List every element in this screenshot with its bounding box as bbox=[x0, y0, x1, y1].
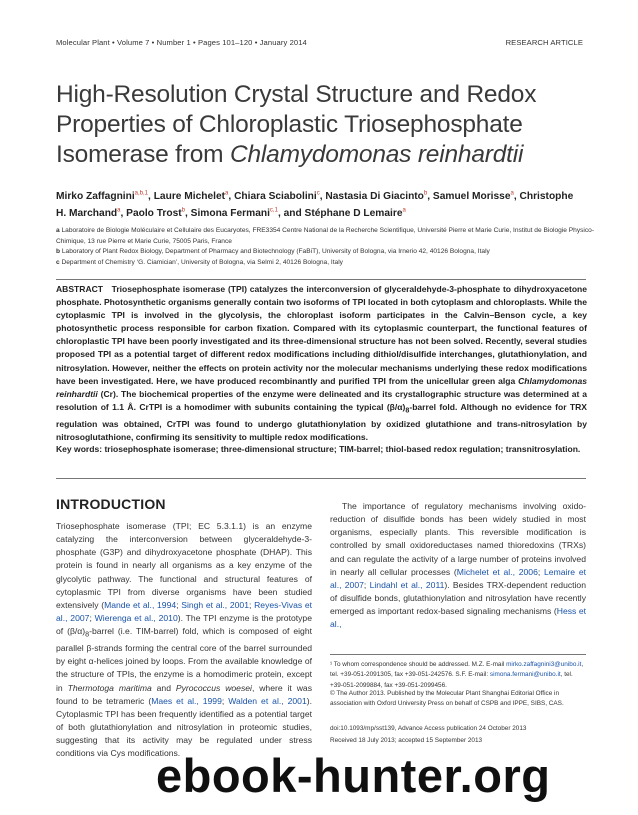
author-name: Paolo Trost bbox=[126, 208, 182, 219]
species-name: Thermotoga maritima bbox=[67, 682, 152, 693]
author-list bbox=[56, 188, 586, 222]
abstract-text-1: Triosephosphate isomerase (TPI) catalyzes the interconversion of glyceraldehyde-3-phosphate to dihydroxyacetone phosphate. Photosynthetic organisms generally contain two isoforms of TPI located in both cytoplasm and chloroplasts. While the cytoplasmic TPI is involved in the glycolysis, the chloroplast isoform participates in the Calvin–Benson cycle, a key photosynthetic process responsible for carbon fixation. Compared with its cytoplasmic counterpart, the functional features of chloroplastic TPI have been poorly investigated and its three-dimensional structure has not been solved. Recently, several studies proposed TPI as a potential target of different redox modifications including dithiol/disulfide interchanges, glutathionylation, and nitrosylation. However, neither the effects on protein activity nor the molecular mechanisms underlying these redox modifications have been investigated. Here, we have produced recombinantly and purified TPI from the unicellular green alga bbox=[56, 284, 588, 386]
author-name: Nastasia Di Giacinto bbox=[325, 191, 424, 202]
author-affiliation-marker: c bbox=[316, 190, 320, 197]
citation-link[interactable]: Wierenga et al., 2010 bbox=[94, 613, 178, 624]
affiliation-text: Laboratory of Plant Redox Biology, Department of Pharmacy and Biotechnology (FaBiT), University of Bologna, via Irnerio 42, 40126 Bologna, Italy bbox=[60, 248, 490, 256]
citation-link[interactable]: Michelet et al., 2006 bbox=[456, 566, 538, 577]
correspondence-text-3: , tel. +39-051-2099884, fax +39-051-2099456. bbox=[330, 671, 573, 689]
citation-link[interactable]: Walden et al., 2001 bbox=[228, 695, 307, 706]
article-title bbox=[56, 80, 596, 170]
author-affiliation-marker: c,1 bbox=[269, 207, 278, 214]
author-separator: , bbox=[427, 191, 433, 202]
intro-left-column bbox=[56, 520, 312, 761]
citation-link[interactable]: Lindahl et al., 2011 bbox=[369, 579, 445, 590]
body-text: , where it was found to be tetrameric ( bbox=[56, 682, 312, 706]
correspondence-footnote bbox=[330, 660, 586, 691]
correspondence-text-2: , tel. +39-051-2091305, fax +39-051-242576. S.F. E-mail: bbox=[330, 661, 584, 679]
body-text: -barrel (i.e. TIM-barrel) fold, which is composed of eight parallel β-strands forming the central core of the barrel surrounded by eight α-helices joined by loops. From the available knowledge of the structure of TPIs, the enzyme is a homodimeric protein, except in bbox=[56, 626, 313, 693]
journal-info: Molecular Plant • Volume 7 • Number 1 • Pages 101–120 • January 2014 bbox=[56, 38, 307, 47]
author-separator: , bbox=[513, 191, 520, 202]
title-main: High-Resolution Crystal Structure and Redox Properties of Chloroplastic Triosephosphate Isomerase from bbox=[56, 81, 537, 168]
author-name: Stéphane D Lemaire bbox=[304, 208, 403, 219]
body-text: ; bbox=[249, 599, 255, 610]
affiliation-line bbox=[56, 226, 596, 247]
body-text: ; bbox=[221, 695, 229, 706]
abstract-text-3: -barrel fold. Although no evidence for TRX regulation was obtained, CrTPI was found to undergo glutathionylation by oxidized glutathione and trans-nitrosylation by nitrosoglutathione, confirming its sensitivity to multiple redox modifications. bbox=[56, 401, 588, 442]
affiliation-text: Department of Chemistry ‘G. Ciamician’, University of Bologna, via Selmi 2, 40126 Bologna, Italy bbox=[59, 258, 343, 266]
citation-link[interactable]: Maes et al., 1999 bbox=[151, 695, 222, 706]
citation-link[interactable]: Lemaire et al., 2007 bbox=[330, 566, 586, 590]
author-affiliation-marker: b bbox=[181, 207, 185, 214]
doi-line: doi:10.1093/mp/sst139, Advance Access publication 24 October 2013 bbox=[330, 725, 527, 732]
body-text: ; bbox=[176, 599, 182, 610]
keywords-label: Key words: bbox=[56, 444, 103, 454]
author-affiliation-marker: a bbox=[225, 190, 229, 197]
author-separator: , bbox=[184, 208, 191, 219]
body-text: ; bbox=[363, 579, 370, 590]
keywords bbox=[56, 443, 587, 456]
email-link-zaffagnini[interactable]: mirko.zaffagnini3@unibo.it bbox=[506, 661, 582, 668]
author-name: Christophe H. Marchand bbox=[56, 191, 574, 219]
keywords-text: triosephosphate isomerase; three-dimensional structure; TIM-barrel; thiol-based redox regulation; transnitrosylation. bbox=[102, 444, 581, 454]
author-affiliation-marker: b bbox=[423, 190, 428, 197]
body-text: ; bbox=[537, 566, 545, 577]
affiliation-key: a bbox=[56, 227, 60, 234]
author-separator: , bbox=[148, 191, 154, 202]
author-name: Laure Michelet bbox=[153, 191, 226, 202]
body-text: ). Cytoplasmic TPI has been frequently identified as a potential target of both glutathionylation and nitrosylation in proteomic studies, suggesting that its activity may be regulated under stress conditions via Cys modifications. bbox=[56, 695, 312, 759]
correspondence-text-1: ¹ To whom correspondence should be addressed. M.Z. E-mail bbox=[330, 661, 507, 668]
body-text: ). Besides TRX-dependent reduction of disulfide bonds, glutathionylation and nitrosylation have recently emerged as important redox-based signaling mechanisms ( bbox=[330, 579, 586, 617]
copyright-notice: © The Author 2013. Published by the Molecular Plant Shanghai Editorial Office in association with Oxford University Press on behalf of CSPB and IPPE, SIBS, CAS. bbox=[330, 690, 564, 708]
author-name: Chiara Sciabolini bbox=[234, 191, 317, 202]
abstract bbox=[56, 283, 587, 444]
species-name: Pyrococcus woesei bbox=[175, 682, 252, 693]
email-link-fermani[interactable]: simona.fermani@unibo.it bbox=[489, 671, 561, 679]
author-affiliation-marker: a bbox=[510, 190, 514, 197]
citation-link[interactable]: Reyes-Vivas et al., 2007 bbox=[56, 599, 313, 624]
affiliations bbox=[56, 226, 596, 268]
body-text: Triosephosphate isomerase (TPI; EC 5.3.1.1) is an enzyme catalyzing the interconversion between glyceraldehyde-3-phosphate (G3P) and dihydroxyacetone phosphate (DHAP). This protein is found in nearly all organisms as a key enzyme of the glycolytic pathway. The functional and structural features of cytoplasmic TPI from diverse organisms have been studied extensively ( bbox=[56, 521, 312, 610]
author-name: Mirko Zaffagnini bbox=[56, 191, 135, 202]
footnote-rule bbox=[330, 654, 586, 655]
author-affiliation-marker: a bbox=[117, 207, 121, 214]
affiliation-line bbox=[56, 247, 596, 258]
abstract-text-2: (Cr). The biochemical properties of the enzyme were delineated and its crystallographic structure was determined at a resolution of 1.1 Å. CrTPI is a homodimer with subunits containing the typical (β/α) bbox=[56, 388, 587, 412]
author-name: Simona Fermani bbox=[190, 208, 270, 219]
affiliation-text: Laboratoire de Biologie Moléculaire et Cellulaire des Eucaryotes, FRE3354 Centre National de la Recherche Scientifique, Université Pierre et Marie Curie, Institut de Biologie Physico-Chimique, 13 rue Pierre et Marie Curie, 75005 Paris, France bbox=[56, 227, 595, 245]
author-separator: , bbox=[228, 191, 235, 202]
affiliation-key: b bbox=[56, 248, 61, 256]
body-text: ). The TPI enzyme is the prototype of (β/α) bbox=[56, 613, 312, 637]
author-affiliation-marker: a,b,1 bbox=[134, 190, 149, 197]
abstract-bottom-rule bbox=[56, 478, 586, 479]
abstract-top-rule bbox=[56, 279, 586, 280]
author-separator: , bbox=[319, 191, 326, 202]
author-separator: , bbox=[120, 208, 127, 219]
body-text: The importance of regulatory mechanisms involving oxido-reduction of disulfide bonds has been widely studied in most organisms, especially plants. This reversible modification is controlled by small oxidoreductases named thioredoxins (TRXs) and can regulate the activity of a large number of proteins involved in nearly all cellular processes ( bbox=[330, 501, 586, 577]
abstract-label: ABSTRACT bbox=[56, 284, 104, 294]
article-type: RESEARCH ARTICLE bbox=[505, 38, 583, 47]
citation-link[interactable]: Hess et al., bbox=[330, 606, 587, 630]
author-name: Samuel Morisse bbox=[432, 191, 511, 202]
author-affiliation-marker: a bbox=[402, 207, 406, 214]
subscript: 8 bbox=[85, 630, 90, 639]
intro-right-column bbox=[330, 500, 586, 632]
citation-link[interactable]: Singh et al., 2001 bbox=[181, 599, 249, 610]
author-separator: , and bbox=[277, 208, 305, 219]
abstract-subscript: 8 bbox=[405, 406, 410, 415]
citation-link[interactable]: Mande et al., 1994 bbox=[104, 599, 177, 610]
title-species: Chlamydomonas reinhardtii bbox=[230, 141, 524, 168]
abstract-species: Chlamydomonas reinhardtii bbox=[56, 375, 587, 399]
affiliation-line bbox=[56, 258, 596, 269]
watermark: ebook-hunter.org bbox=[156, 749, 551, 802]
received-line: Received 18 July 2013; accepted 15 September 2013 bbox=[330, 737, 483, 744]
body-text: ; bbox=[89, 613, 95, 624]
body-text: and bbox=[151, 682, 176, 693]
affiliation-key: c bbox=[56, 258, 60, 266]
section-heading-introduction: INTRODUCTION bbox=[56, 496, 166, 512]
